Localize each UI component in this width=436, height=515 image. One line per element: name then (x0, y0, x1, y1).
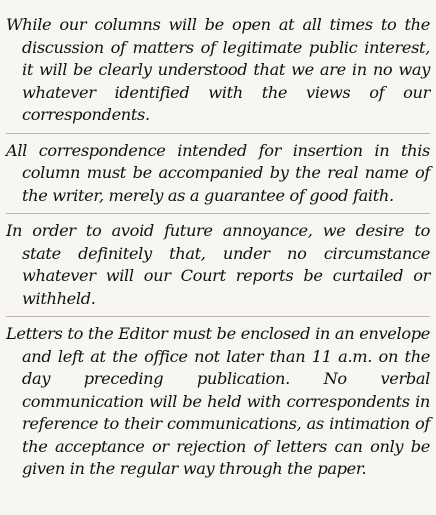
divider-rule (6, 133, 430, 134)
notice-paragraph: All correspondence intended for insertion in this column must be accompanied by the real name of the writer, merely as a guarantee of good faith. (6, 140, 430, 205)
divider-rule (6, 316, 430, 317)
notice-paragraph: Letters to the Editor must be enclosed in an envelope and left at the office not later than 11 a.m. on the day preceding publication. No verbal communication will be held with correspondents in reference to their communications, as intimation of the acceptance or rejection of letters can only be given in the regular way through the paper. (6, 324, 430, 478)
notice-paragraph: In order to avoid future annoyance, we desire to state definitely that, under no circumstance whatever will our Court reports be curtailed or withheld. (6, 221, 430, 308)
divider-rule (6, 213, 430, 214)
notice-paragraph: While our columns will be open at all times to the discussion of matters of legitimate public interest, it will be clearly understood that we are in no way whatever identified with the views of our correspondents. (6, 15, 430, 124)
